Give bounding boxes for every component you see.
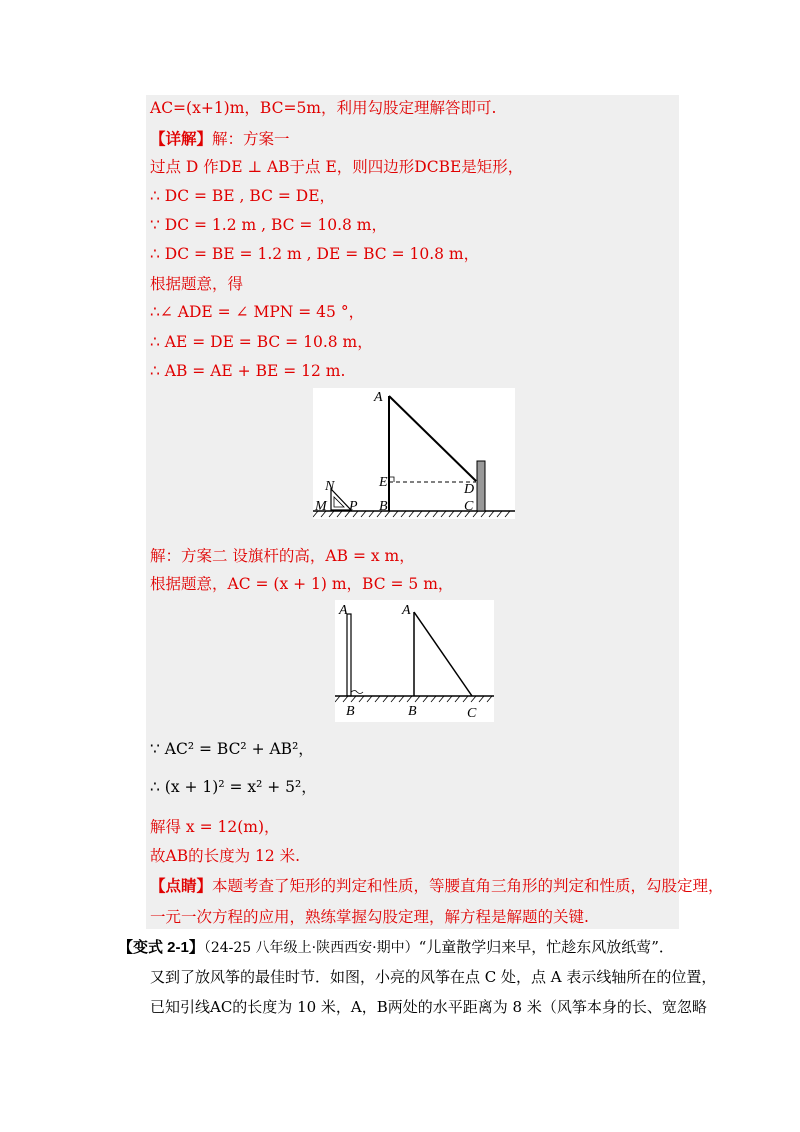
answer-line-2: 【详解】解：方案一: [150, 130, 290, 148]
label-b: B: [379, 499, 388, 514]
answer-line-13: ∵ AC² = BC² + AB²，: [150, 740, 314, 758]
question-source: （24-25 八年级上·陕西西安·期中）: [203, 940, 419, 956]
answer-line-9: ∴ AE = DE = BC = 10.8 m，: [150, 333, 373, 351]
variant-tag: 【变式 2-1】: [118, 939, 204, 956]
question-quote: “儿童散学归来早，忙趁东风放纸莺”．: [418, 938, 674, 956]
answer-line-16: 故AB的长度为 12 米.: [150, 847, 301, 865]
label-p: P: [349, 499, 358, 514]
answer-line-15: 解得 x = 12(m)，: [150, 818, 280, 836]
answer-line-11: 解：方案二 设旗杆的高，AB = x m，: [150, 547, 415, 565]
label-a-left: A: [339, 603, 348, 618]
answer-line-17: 【点睛】本题考查了矩形的判定和性质，等腰直角三角形的判定和性质，勾股定理，: [150, 877, 724, 895]
label-e: E: [379, 475, 388, 490]
answer-line-12: 根据题意，AC = (x + 1) m，BC = 5 m，: [150, 575, 454, 593]
figure-scheme-one: [313, 388, 515, 519]
label-a-right: A: [402, 603, 411, 618]
detail-tag: 【详解】: [150, 131, 213, 148]
figure-scheme-two: [335, 600, 494, 722]
answer-line-8: ∴∠ ADE = ∠ MPN = 45 °，: [150, 303, 365, 321]
answer-line-1: AC=(x+1)m，BC=5m，利用勾股定理解答即可.: [150, 99, 497, 117]
answer-line-18: 一元一次方程的应用，熟练掌握勾股定理，解方程是解题的关键.: [150, 908, 589, 926]
question-line-2: 又到了放风筝的最佳时节．如图，小亮的风筝在点 C 处，点 A 表示线轴所在的位置，: [150, 968, 717, 986]
label-b-left: B: [346, 704, 355, 719]
label-d: D: [464, 482, 475, 497]
label-a: A: [374, 390, 383, 405]
answer-line-5: ∵ DC = 1.2 m , BC = 10.8 m，: [150, 216, 387, 234]
answer-line-10: ∴ AB = AE + BE = 12 m.: [150, 362, 346, 380]
answer-line-14: ∴ (x + 1)² = x² + 5²，: [150, 778, 317, 796]
label-b-right: B: [408, 704, 417, 719]
question-line-3: 已知引线AC的长度为 10 米，A，B两处的水平距离为 8 米（风筝本身的长、宽忽略: [150, 998, 707, 1016]
answer-line-3: 过点 D 作DE ⊥ AB于点 E，则四边形DCBE是矩形，: [150, 158, 524, 176]
answer-line-4: ∴ DC = BE , BC = DE，: [150, 187, 336, 205]
question-header: [118, 936, 674, 959]
label-c: C: [467, 706, 477, 721]
label-m: M: [315, 499, 327, 514]
label-c: C: [464, 499, 474, 514]
label-n: N: [325, 479, 335, 494]
answer-line-7: 根据题意，得: [150, 275, 244, 293]
comment-tag: 【点睛】: [150, 878, 213, 895]
answer-line-6: ∴ DC = BE = 1.2 m , DE = BC = 10.8 m，: [150, 245, 480, 263]
